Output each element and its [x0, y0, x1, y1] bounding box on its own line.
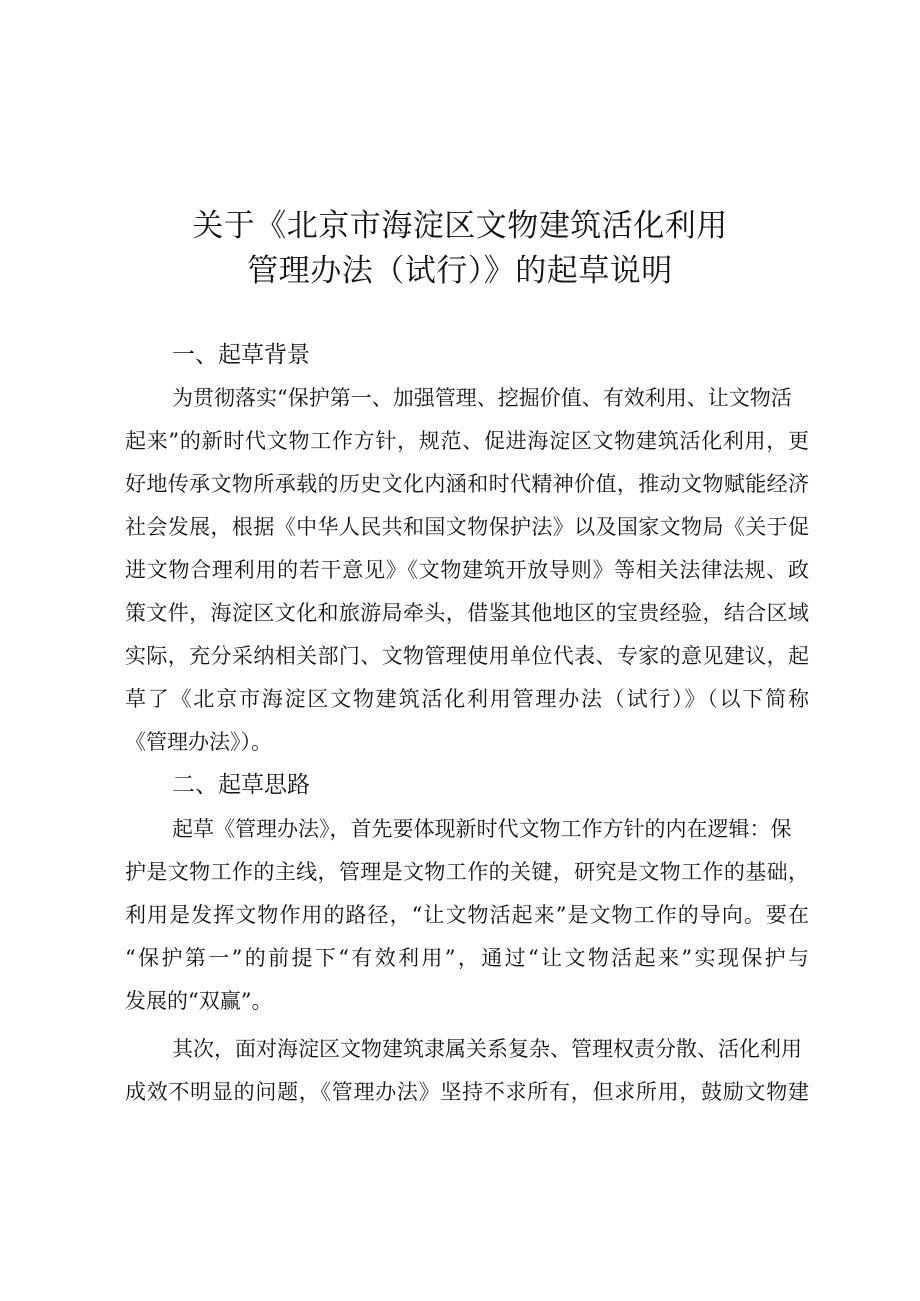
paragraph-line: 实际，充分采纳相关部门、文物管理使用单位代表、专家的意见建议，起	[125, 644, 809, 668]
paragraph-line: 为贯彻落实“保护第一、加强管理、挖掘价值、有效利用、让文物活	[172, 386, 792, 410]
paragraph-line: 起来”的新时代文物工作方针，规范、促进海淀区文物建筑活化利用，更	[125, 429, 809, 453]
section-heading-background: 一、起草背景	[172, 342, 310, 368]
paragraph-line: 起草《管理办法》，首先要体现新时代文物工作方针的内在逻辑：保	[172, 817, 792, 841]
document-title-line-1: 关于《北京市海淀区文物建筑活化利用	[192, 208, 728, 244]
paragraph-line: 草了《北京市海淀区文物建筑活化利用管理办法（试行）》（以下简称	[125, 687, 809, 711]
paragraph-line: 其次，面对海淀区文物建筑隶属关系复杂、管理权责分散、活化利用	[172, 1037, 802, 1061]
section-heading-approach: 二、起草思路	[172, 772, 310, 798]
paragraph-line: 《管理办法》）。	[125, 730, 272, 754]
paragraph-line: 成效不明显的问题，《管理办法》坚持不求所有，但求所用，鼓励文物建	[125, 1080, 809, 1104]
paragraph-line: 社会发展，根据《中华人民共和国文物保护法》以及国家文物局《关于促	[125, 515, 809, 539]
paragraph-line: “保护第一”的前提下“有效利用”，通过“让文物活起来”实现保护与	[125, 946, 809, 970]
paragraph-line: 发展的“双赢”。	[125, 989, 273, 1013]
paragraph-line: 进文物合理利用的若干意见》《文物建筑开放导则》等相关法律法规、政	[125, 558, 809, 582]
paragraph-line: 利用是发挥文物作用的路径，“让文物活起来”是文物工作的导向。要在	[125, 903, 809, 927]
paragraph-line: 策文件，海淀区文化和旅游局牵头，借鉴其他地区的宝贵经验，结合区域	[125, 601, 809, 625]
document-title-line-2: 管理办法（试行）》的起草说明	[247, 253, 673, 289]
paragraph-line: 好地传承文物所承载的历史文化内涵和时代精神价值，推动文物赋能经济	[125, 472, 809, 496]
paragraph-line: 护是文物工作的主线，管理是文物工作的关键，研究是文物工作的基础，	[125, 860, 809, 884]
